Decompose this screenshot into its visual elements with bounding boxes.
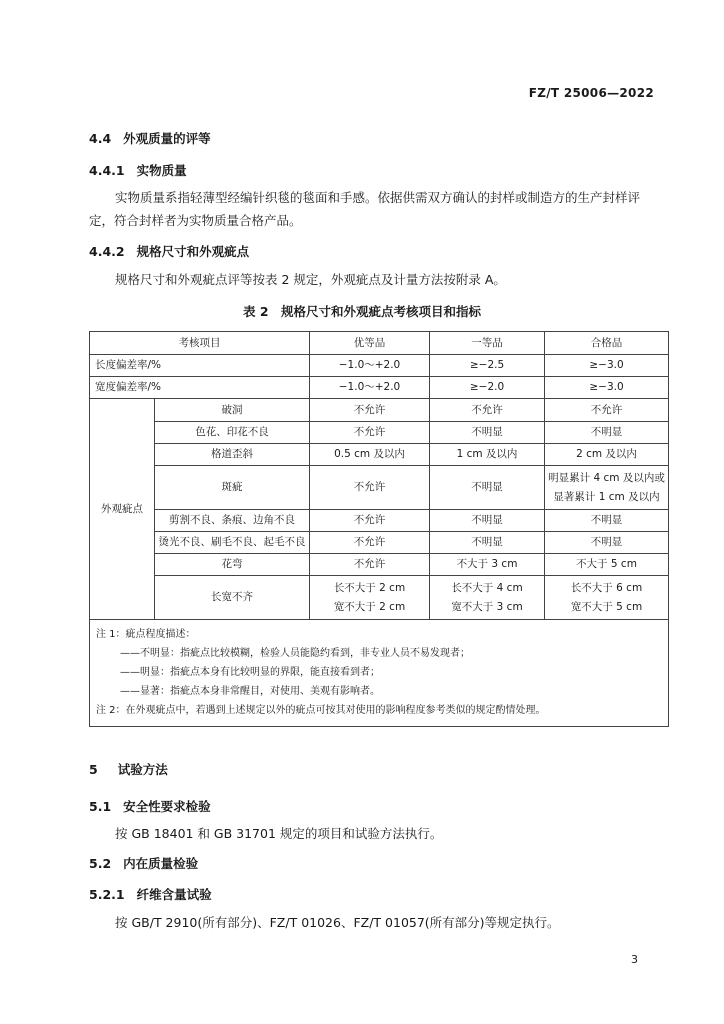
cell: 不允许 bbox=[545, 399, 669, 422]
table-notes-row bbox=[90, 620, 669, 727]
cell: 不允许 bbox=[310, 422, 430, 444]
cell: 不大于 5 cm bbox=[545, 554, 669, 576]
header-grade-superior: 优等品 bbox=[310, 332, 430, 355]
cell: ≥−2.0 bbox=[430, 377, 545, 399]
header-item: 考核项目 bbox=[90, 332, 310, 355]
cell: 不明显 bbox=[430, 510, 545, 532]
note-1: 注 1：疵点程度描述： bbox=[96, 629, 196, 640]
paragraph-5-1: 按 GB 18401 和 GB 31701 规定的项目和试验方法执行。 bbox=[115, 826, 443, 841]
cell bbox=[545, 466, 669, 510]
cell-line: 宽不大于 5 cm bbox=[570, 600, 643, 613]
defect-name: 色花、印花不良 bbox=[155, 422, 310, 444]
cell: 不大于 3 cm bbox=[430, 554, 545, 576]
cell: −1.0～+2.0 bbox=[310, 355, 430, 377]
defect-name: 长宽不齐 bbox=[155, 576, 310, 620]
table-row bbox=[90, 510, 669, 532]
cell: 1 cm 及以内 bbox=[430, 444, 545, 466]
table-row bbox=[90, 422, 669, 444]
table-notes bbox=[90, 620, 669, 727]
cell: 2 cm 及以内 bbox=[545, 444, 669, 466]
table-row bbox=[90, 532, 669, 554]
paragraph-4-4-1-line1: 实物质量系指轻薄型经编针织毯的毯面和手感。依据供需双方确认的封样或制造方的生产封样评 bbox=[115, 190, 641, 205]
table-row bbox=[90, 554, 669, 576]
cell: ≥−3.0 bbox=[545, 377, 669, 399]
standard-number: FZ/T 25006—2022 bbox=[528, 86, 654, 100]
defect-name: 烫光不良、刷毛不良、起毛不良 bbox=[155, 532, 310, 554]
table-header-row bbox=[90, 332, 669, 355]
cell: 0.5 cm 及以内 bbox=[310, 444, 430, 466]
cell bbox=[430, 576, 545, 620]
section-title: 安全性要求检验 bbox=[123, 799, 211, 814]
cell: 不明显 bbox=[545, 510, 669, 532]
cell: 不允许 bbox=[310, 510, 430, 532]
table-caption: 表 2 规格尺寸和外观疵点考核项目和指标 bbox=[242, 304, 482, 319]
cell-line: 明显累计 4 cm 及以内或 bbox=[548, 471, 665, 484]
section-number: 5.2 bbox=[89, 856, 112, 871]
table-row bbox=[90, 377, 669, 399]
cell: 不明显 bbox=[545, 532, 669, 554]
section-4-4-1-heading bbox=[89, 161, 187, 179]
defect-name: 破洞 bbox=[155, 399, 310, 422]
section-number: 4.4.2 bbox=[89, 244, 125, 259]
section-number: 5.2.1 bbox=[89, 887, 125, 902]
defect-name: 格道歪斜 bbox=[155, 444, 310, 466]
section-5-2-1-heading bbox=[89, 885, 212, 903]
table-row bbox=[90, 444, 669, 466]
section-5-1-heading bbox=[89, 797, 211, 815]
header-grade-first: 一等品 bbox=[430, 332, 545, 355]
cell: 不明显 bbox=[430, 466, 545, 510]
cell-line: 长不大于 4 cm bbox=[451, 581, 523, 594]
note-2: 注 2：在外观疵点中，若遇到上述规定以外的疵点可按其对使用的影响程度参考类似的规定酌情处理。 bbox=[96, 705, 546, 716]
row-label: 宽度偏差率/% bbox=[90, 377, 310, 399]
cell: 不明显 bbox=[430, 532, 545, 554]
section-title: 纤维含量试验 bbox=[136, 887, 212, 902]
note-1-item: ——不明显：指疵点比较模糊，检验人员能隐约看到，非专业人员不易发现者； bbox=[120, 648, 470, 659]
table-row bbox=[90, 399, 669, 422]
cell bbox=[310, 576, 430, 620]
table-row bbox=[90, 355, 669, 377]
cell: ≥−3.0 bbox=[545, 355, 669, 377]
cell-line: 宽不大于 2 cm bbox=[333, 600, 406, 613]
page-number: 3 bbox=[631, 953, 638, 966]
cell-line: 显著累计 1 cm 及以内 bbox=[553, 490, 660, 503]
note-1-item: ——显著：指疵点本身非常醒目，对使用、美观有影响者。 bbox=[120, 686, 380, 697]
note-1-item: ——明显：指疵点本身有比较明显的界限，能直接看到者； bbox=[120, 667, 380, 678]
section-4-4-2-heading bbox=[89, 242, 249, 260]
table-row bbox=[90, 466, 669, 510]
section-4-4-heading bbox=[89, 129, 211, 147]
section-title: 内在质量检验 bbox=[123, 856, 199, 871]
section-title: 试验方法 bbox=[117, 762, 168, 777]
cell bbox=[545, 576, 669, 620]
section-number: 5.1 bbox=[89, 799, 112, 814]
section-number: 5 bbox=[89, 762, 98, 777]
section-title: 实物质量 bbox=[136, 163, 187, 178]
section-5-2-heading bbox=[89, 854, 198, 872]
defect-name: 花弯 bbox=[155, 554, 310, 576]
defect-name: 剪割不良、条痕、边角不良 bbox=[155, 510, 310, 532]
defects-group-label: 外观疵点 bbox=[90, 399, 155, 620]
cell-line: 长不大于 6 cm bbox=[570, 581, 643, 594]
paragraph-5-2-1: 按 GB/T 2910(所有部分)、FZ/T 01026、FZ/T 01057(所有部分)等规定执行。 bbox=[115, 915, 560, 930]
cell: 不允许 bbox=[430, 399, 545, 422]
section-title: 外观质量的评等 bbox=[123, 131, 211, 146]
spec-table bbox=[89, 331, 669, 727]
row-label: 长度偏差率/% bbox=[90, 355, 310, 377]
cell-line: 长不大于 2 cm bbox=[333, 581, 406, 594]
cell: 不允许 bbox=[310, 466, 430, 510]
cell-line: 宽不大于 3 cm bbox=[451, 600, 523, 613]
cell: 不允许 bbox=[310, 554, 430, 576]
cell: 不明显 bbox=[430, 422, 545, 444]
section-5-heading bbox=[89, 760, 168, 778]
section-title: 规格尺寸和外观疵点 bbox=[136, 244, 250, 259]
defect-name: 斑疵 bbox=[155, 466, 310, 510]
paragraph-4-4-1-line2: 定，符合封样者为实物质量合格产品。 bbox=[89, 213, 302, 228]
cell: 不明显 bbox=[545, 422, 669, 444]
section-number: 4.4.1 bbox=[89, 163, 125, 178]
table-row bbox=[90, 576, 669, 620]
cell: ≥−2.5 bbox=[430, 355, 545, 377]
paragraph-4-4-2: 规格尺寸和外观疵点评等按表 2 规定，外观疵点及计量方法按附录 A。 bbox=[115, 272, 506, 287]
section-number: 4.4 bbox=[89, 131, 112, 146]
cell: −1.0～+2.0 bbox=[310, 377, 430, 399]
header-grade-qualified: 合格品 bbox=[545, 332, 669, 355]
cell: 不允许 bbox=[310, 532, 430, 554]
cell: 不允许 bbox=[310, 399, 430, 422]
